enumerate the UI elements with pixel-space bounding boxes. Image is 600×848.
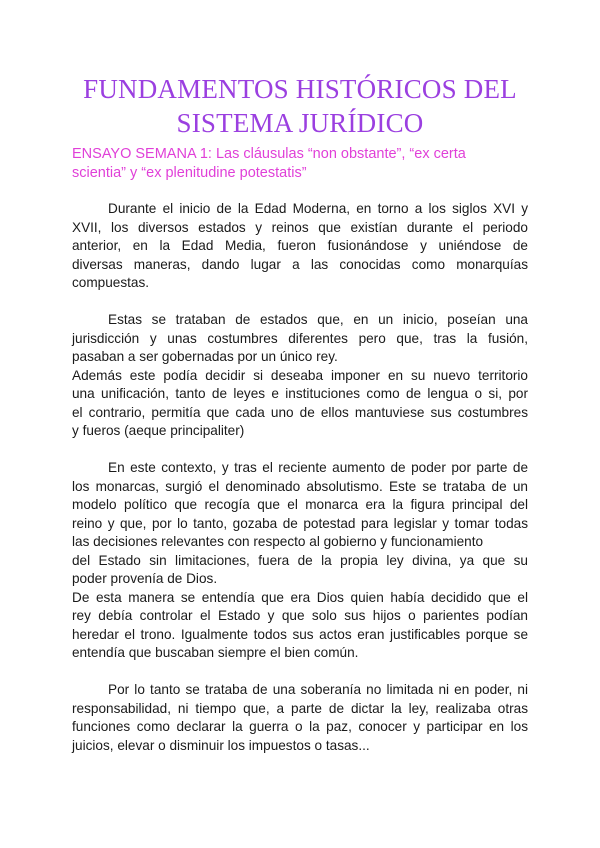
text-line: funciones como declarar la guerra o la paz, conocer y participar en los (72, 719, 528, 734)
text-line: Durante el inicio de la Edad Moderna, en torno a los siglos XVI y (108, 201, 528, 216)
text-line: diversas maneras, dando lugar a las conocidas como monarquías (72, 256, 528, 272)
text-line: XVII, los diversos estados y reinos que existían durante el periodo (72, 219, 528, 235)
text-line: De esta manera se entendía que era Dios quien había decidido que el (72, 589, 528, 605)
title-line: SISTEMA JURÍDICO (176, 108, 424, 138)
text-line: Por lo tanto se trataba de una soberanía no limitada ni en poder, ni (108, 682, 528, 697)
text-line: y fueros (aeque principaliter) (72, 423, 245, 438)
text-line: los monarcas, surgió el denominado absolutismo. Este se trataba de un (72, 478, 528, 494)
document-title (40, 72, 560, 140)
text-line: juicios, elevar o disminuir los impuestos o tasas... (72, 737, 370, 753)
paragraph (72, 311, 528, 441)
text-line: responsabilidad, ni tiempo que, a parte de dictar la ley, realizaba otras (72, 700, 528, 716)
subtitle-line: ENSAYO SEMANA 1: Las cláusulas “non obstante”, “ex certa (72, 146, 466, 162)
text-line: pasaban a ser gobernadas por un único rey. (72, 349, 338, 364)
text-line: poder provenía de Dios. (72, 571, 218, 586)
paragraph (72, 459, 528, 663)
paragraph (72, 681, 528, 755)
text-line: rey debía controlar el Estado y que solo sus hijos o parientes podían (72, 608, 528, 623)
text-line: las decisiones relevantes con respecto al gobierno y funcionamiento (72, 534, 484, 549)
subtitle-line: scientia” y “ex plenitudine potestatis” (72, 165, 307, 181)
text-line: el contrario, permitía que cada uno de ellos mantuviese sus costumbres (72, 404, 528, 420)
paragraph (72, 200, 528, 293)
title-line: FUNDAMENTOS HISTÓRICOS DEL (83, 74, 517, 104)
text-line: modelo político que recogía que el monarca era la figura principal del (72, 497, 528, 512)
text-line: reino y que, por lo tanto, gozaba de potestad para legislar y tomar todas (72, 515, 528, 531)
text-line: En este contexto, y tras el reciente aumento de poder por parte de (108, 460, 528, 475)
text-line: anterior, en la Edad Media, fueron fusionándose y uniéndose de (72, 238, 528, 253)
text-line: compuestas. (72, 275, 150, 290)
text-line: Estas se trataban de estados que, en un inicio, poseían una (108, 312, 528, 327)
text-line: Además este podía decidir si deseaba imponer en su nuevo territorio (72, 367, 528, 383)
text-line: una unificación, tanto de leyes e instituciones como de lengua o si, por (72, 386, 528, 401)
text-line: heredar el trono. Igualmente todos sus actos eran justificables porque se (72, 626, 528, 642)
document-subtitle (72, 145, 532, 183)
text-line: del Estado sin limitaciones, fuera de la propia ley divina, ya que su (72, 552, 528, 568)
text-line: jurisdicción y unas costumbres diferentes pero que, tras la fusión, (72, 330, 528, 346)
text-line: entendía que buscaban siempre el bien común. (72, 645, 359, 660)
document-body (72, 200, 528, 774)
